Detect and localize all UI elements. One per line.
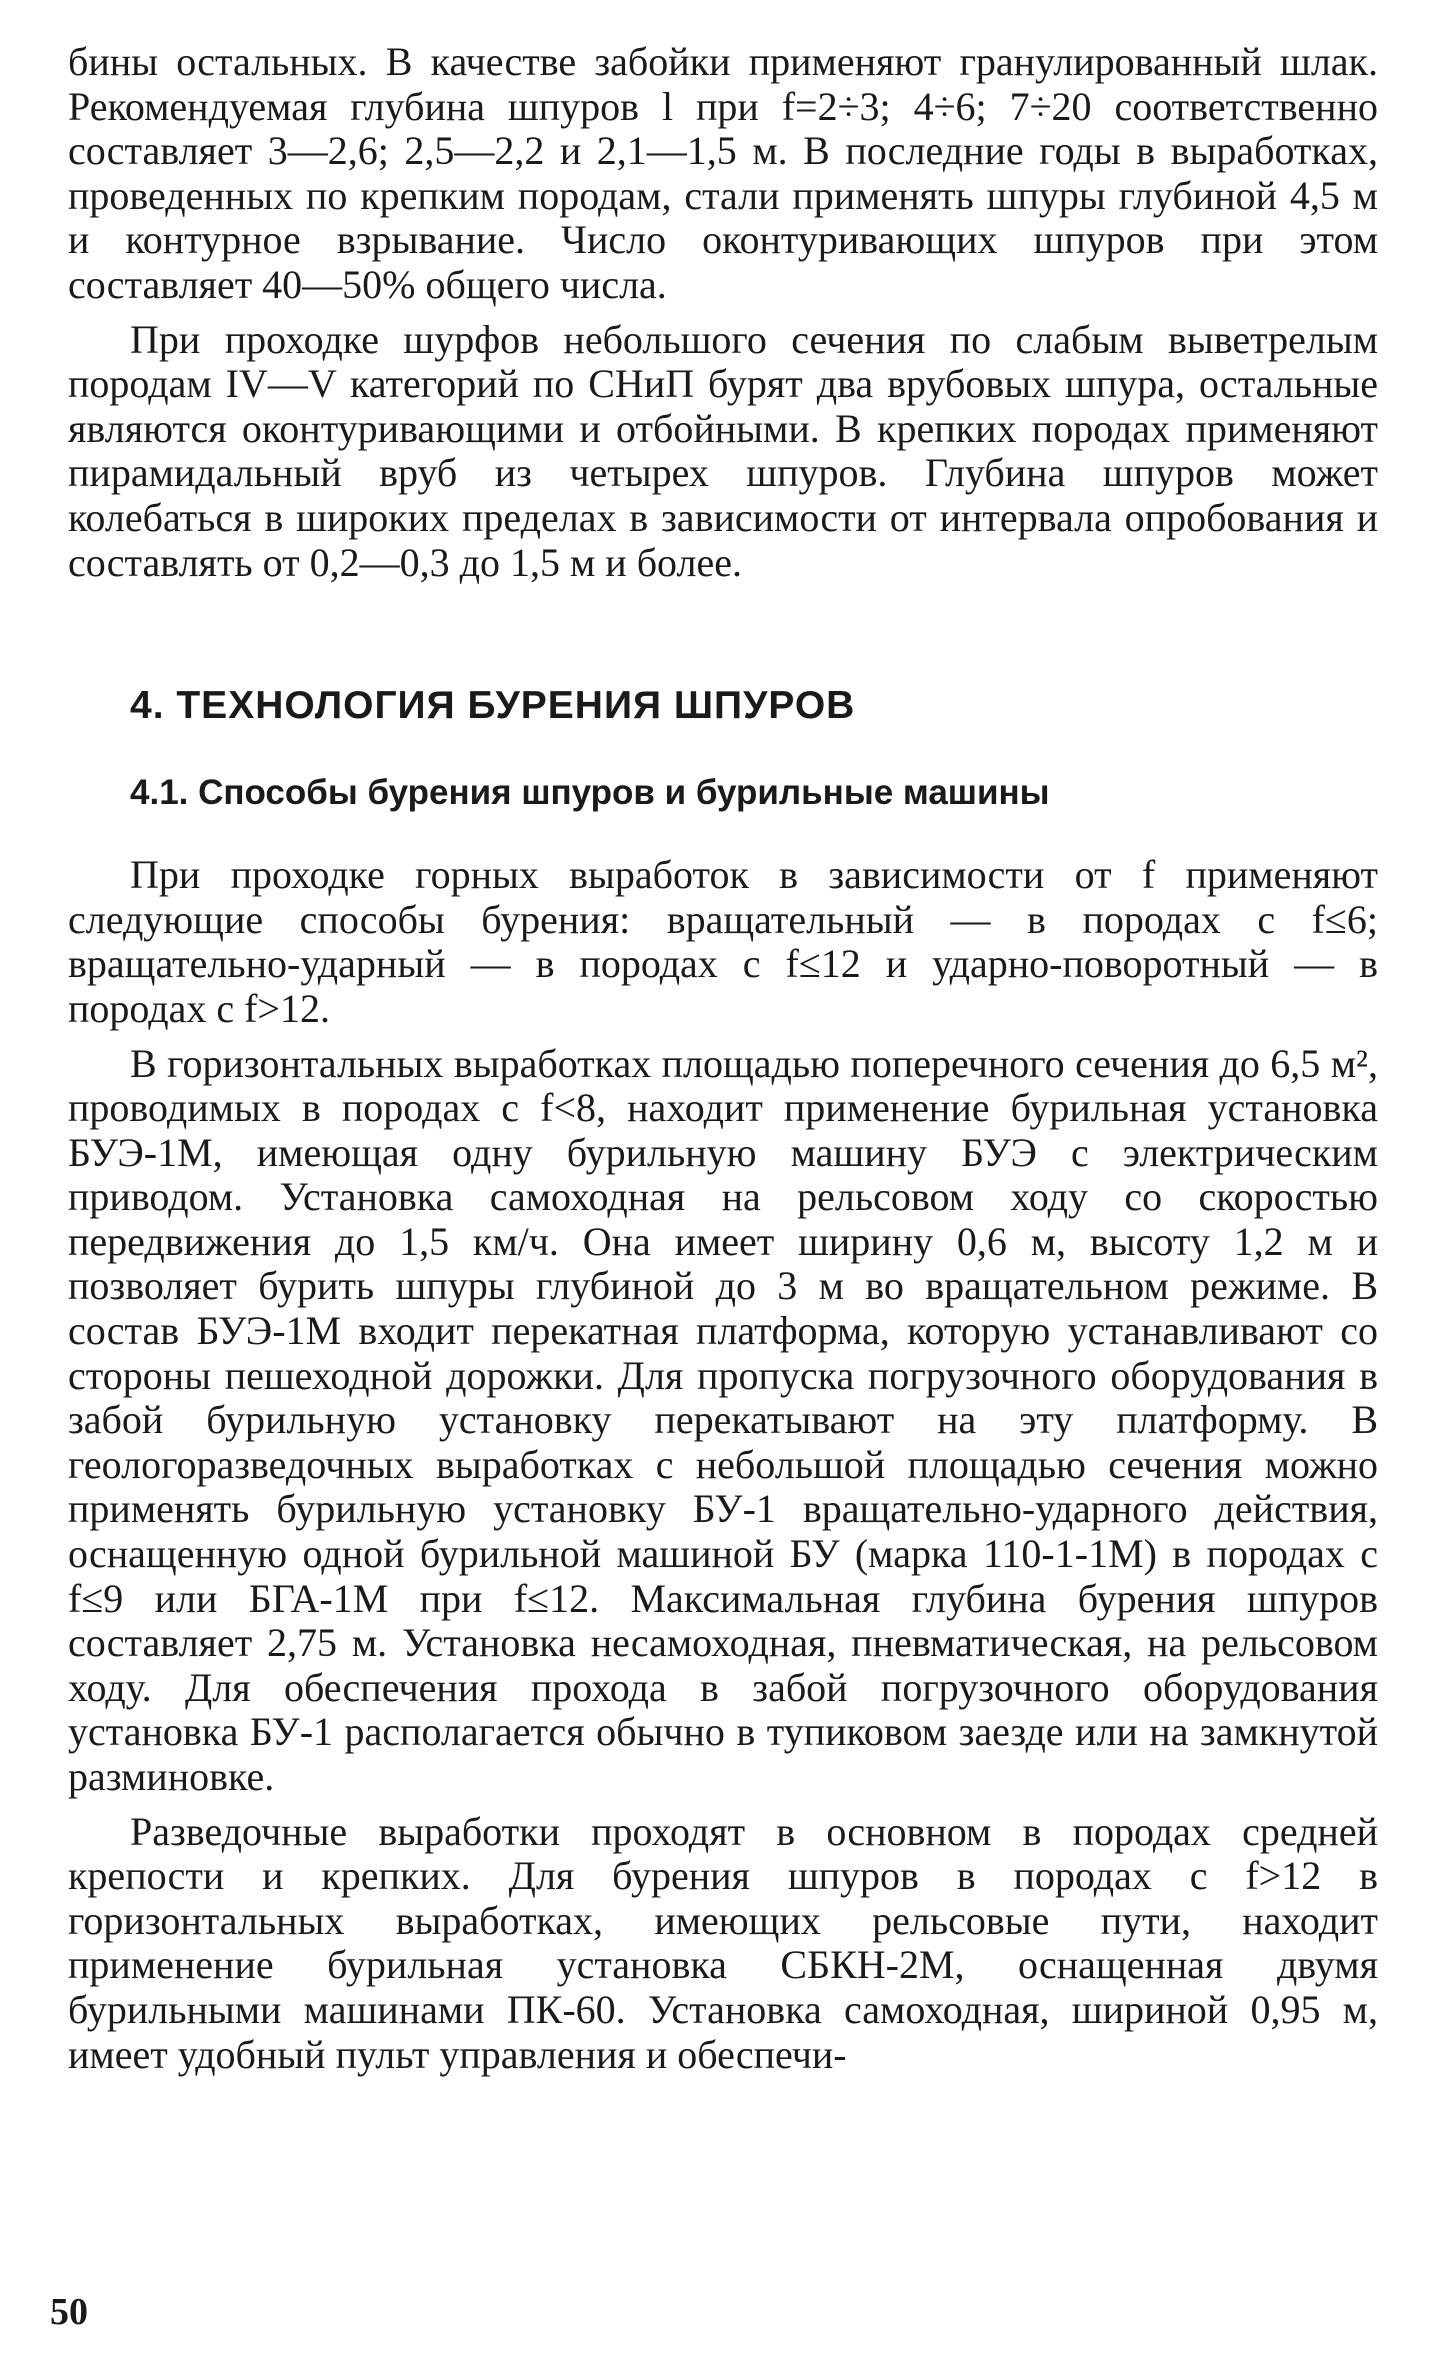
page-body [68, 40, 1378, 2087]
section-title: 4. ТЕХНОЛОГИЯ БУРЕНИЯ ШПУРОВ [130, 684, 856, 728]
paragraph-drilling-methods: При проходке горных выработок в зависимости от f применяют следующие способы бурения: вращательный — в породах с f≤6; вращательно-ударный — в породах с f≤12 и ударно-поворотный — в породах с f>12. [68, 852, 1378, 1031]
paragraph-bue-1m: В горизонтальных выработках площадью поперечного сечения до 6,5 м², проводимых в породах с f<8, находит применение бурильная установка БУЭ-1М, имеющая одну бурильную машину БУЭ с электрическим приводом. Установка самоходная на рельсовом ходу со скоростью передвижения до 1,5 км/ч. Она имеет ширину 0,6 м, высоту 1,2 м и позволяет бурить шпуры глубиной до 3 м во вращательном режиме. В состав БУЭ-1М входит перекатная платформа, которую устанавливают со стороны пешеходной дорожки. Для пропуска погрузочного оборудования в забой бурильную установку перекатывают на эту платформу. В геологоразведочных выработках с небольшой площадью сечения можно применять бурильную установку БУ-1 вращательно-ударного действия, оснащенную одной бурильной машиной БУ (марка 110-1-1М) в породах с f≤9 или БГА-1М при f≤12. Максимальная глубина бурения шпуров составляет 2,75 м. Установка несамоходная, пневматическая, на рельсовом ходу. Для обеспечения прохода в забой погрузочного оборудования установка БУ-1 располагается обычно в тупиковом заезде или на замкнутой разминовке. [68, 1040, 1378, 1799]
paragraph-sbkn-2m: Разведочные выработки проходят в основном в породах средней крепости и крепких. Для бурения шпуров в породах с f>12 в горизонтальных выработках, имеющих рельсовые пути, находит применение бурильная установка СБКН-2М, оснащенная двумя бурильными машинами ПК-60. Установка самоходная, шириной 0,95 м, имеет удобный пульт управления и обеспечи- [68, 1808, 1378, 2077]
paragraph-shurf-drilling: При проходке шурфов небольшого сечения по слабым выветрелым породам IV—V категорий по СНиП бурят два врубовых шпура, остальные являются оконтуривающими и отбойными. В крепких породах применяют пирамидальный вруб из четырех шпуров. Глубина шпуров может колебаться в широких пределах в зависимости от интервала опробования и составлять от 0,2—0,3 до 1,5 м и более. [68, 316, 1378, 585]
subsection-title: 4.1. Способы бурения шпуров и бурильные машины [130, 773, 1050, 813]
page-number: 50 [50, 2291, 88, 2333]
paragraph-continued: бины остальных. В качестве забойки применяют гранулированный шлак. Рекомендуемая глубина шпуров l при f=2÷3; 4÷6; 7÷20 соответственно составляет 3—2,6; 2,5—2,2 и 2,1—1,5 м. В последние годы в выработках, проведенных по крепким породам, стали применять шпуры глубиной 4,5 м и контурное взрывание. Число оконтуривающих шпуров при этом составляет 40—50% общего числа. [68, 39, 1378, 307]
